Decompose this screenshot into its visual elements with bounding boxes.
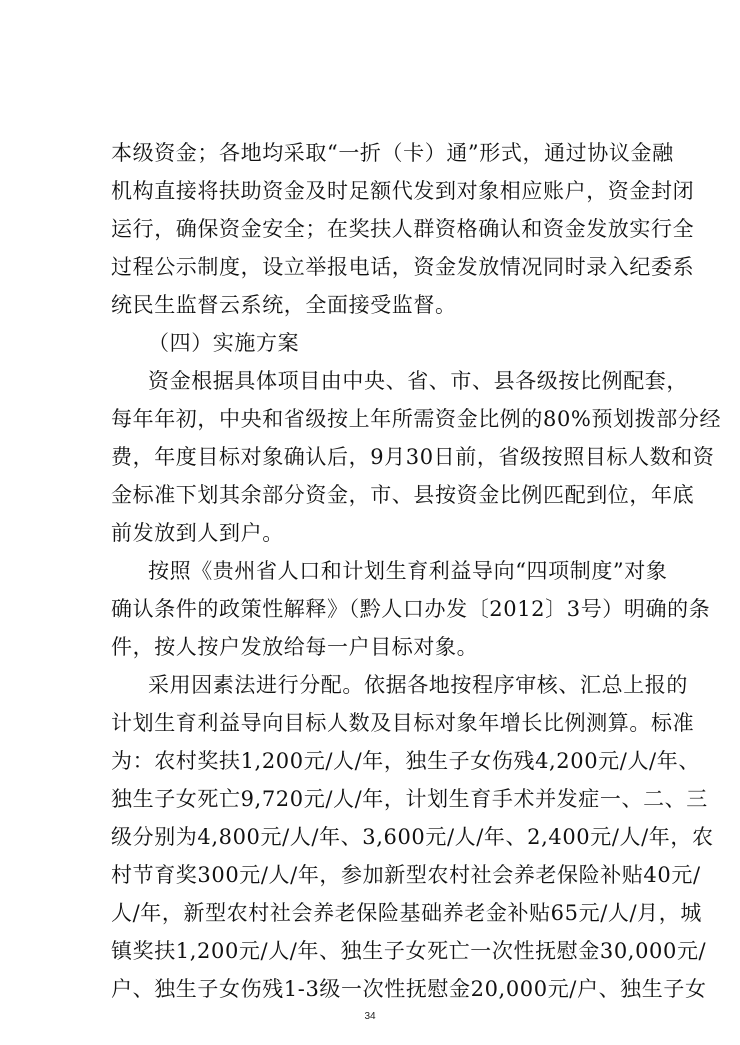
body-text-line: 机构直接将扶助资金及时足额代发到对象相应账户，资金封闭: [111, 179, 695, 203]
body-text-line: 计划生育利益导向目标人数及目标对象年增长比例测算。标准: [111, 711, 695, 735]
body-text-line: 级分别为4,800元/人/年、3,600元/人/年、2,400元/人/年，农: [111, 825, 714, 849]
body-text-line: 统民生监督云系统，全面接受监督。: [111, 293, 457, 317]
body-text-line: 户、独生子女伤残1-3级一次性抚慰金20,000元/户、独生子女: [111, 977, 707, 1001]
paragraph-first-line: 按照《贵州省人口和计划生育利益导向“四项制度”对象: [148, 559, 668, 583]
body-text-line: 金标准下划其余部分资金，市、县按资金比例匹配到位，年底: [111, 483, 695, 507]
body-text-line: 每年年初，中央和省级按上年所需资金比例的80%预划拨部分经: [111, 407, 722, 431]
body-text-line: 人/年，新型农村社会养老保险基础养老金补贴65元/人/月，城: [111, 901, 702, 925]
body-text-line: 件，按人按户发放给每一户目标对象。: [111, 635, 479, 659]
body-text-line: 运行，确保资金安全；在奖扶人群资格确认和资金发放实行全: [111, 217, 695, 241]
page-number: 34: [364, 1011, 376, 1022]
paragraph-first-line: 采用因素法进行分配。依据各地按程序审核、汇总上报的: [148, 673, 688, 697]
section-heading: （四）实施方案: [148, 331, 300, 355]
body-text-line: 前发放到人到户。: [111, 521, 284, 545]
body-text-line: 村节育奖300元/人/年，参加新型农村社会养老保险补贴40元/: [111, 863, 701, 887]
paragraph-first-line: 资金根据具体项目由中央、省、市、县各级按比例配套，: [148, 369, 688, 393]
body-text-line: 确认条件的政策性解释》（黔人口办发〔2012〕3号）明确的条: [111, 597, 711, 621]
body-text-line: 独生子女死亡9,720元/人/年，计划生育手术并发症一、二、三: [111, 787, 708, 811]
body-text-line: 镇奖扶1,200元/人/年、独生子女死亡一次性抚慰金30,000元/: [111, 939, 707, 963]
body-text-line: 费，年度目标对象确认后，9月30日前，省级按照目标人数和资: [111, 445, 715, 469]
body-text-line: 本级资金；各地均采取“一折（卡）通”形式，通过协议金融: [111, 141, 674, 165]
body-text-line: 过程公示制度，设立举报电话，资金发放情况同时录入纪委系: [111, 255, 695, 279]
body-text-line: 为：农村奖扶1,200元/人/年，独生子女伤残4,200元/人/年、: [111, 749, 700, 773]
